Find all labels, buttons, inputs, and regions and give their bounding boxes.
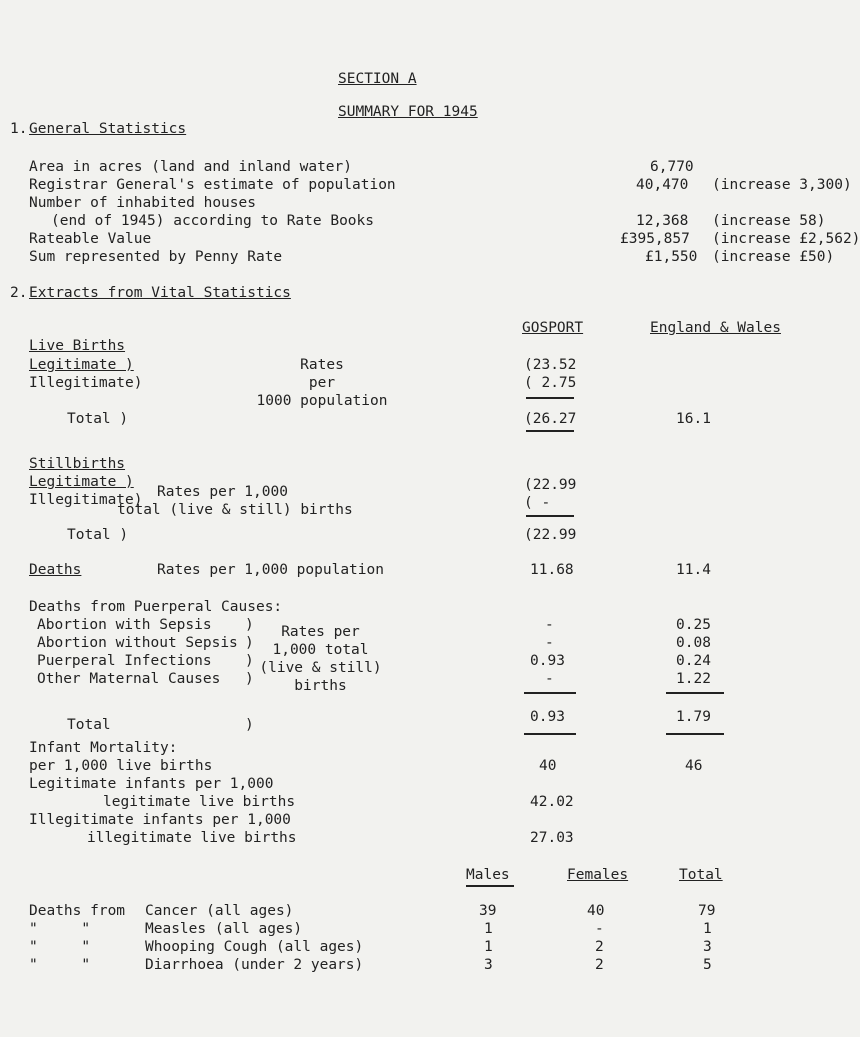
live-births-rule xyxy=(526,397,574,399)
infant-legit-line2: legitimate live births xyxy=(103,794,296,810)
gosport-puerperal-4: - xyxy=(545,671,554,687)
males-column-header: Males xyxy=(466,867,510,883)
infant-illegit-line2: illegitimate live births xyxy=(87,830,297,846)
deaths-row-1-females: 40 xyxy=(587,903,605,919)
deaths-row-1-males: 39 xyxy=(479,903,497,919)
england-infant-rate: 46 xyxy=(685,758,703,774)
infant-mortality-line1: per 1,000 live births xyxy=(29,758,213,774)
gosport-live-legit: (23.52 xyxy=(524,357,577,373)
puerperal-row-4-label: Other Maternal Causes xyxy=(37,671,221,687)
puerperal-bracket-4: ) xyxy=(245,671,254,687)
england-puerperal-1: 0.25 xyxy=(676,617,711,633)
deaths-row-4-total: 5 xyxy=(703,957,712,973)
gosport-puerperal-1: - xyxy=(545,617,554,633)
deaths-row-4-females: 2 xyxy=(595,957,604,973)
population-note: (increase 3,300) xyxy=(712,177,852,193)
area-label: Area in acres (land and inland water) xyxy=(29,159,353,175)
gosport-infant-rate: 40 xyxy=(539,758,557,774)
section-1-number: 1. xyxy=(10,121,28,137)
population-value: 40,470 xyxy=(636,177,689,193)
live-births-heading: Live Births xyxy=(29,338,126,354)
england-deaths-rate: 11.4 xyxy=(676,562,711,578)
gosport-puerperal-total: 0.93 xyxy=(530,709,565,725)
deaths-row-3-females: 2 xyxy=(595,939,604,955)
area-value: 6,770 xyxy=(650,159,694,175)
england-puerperal-total: 1.79 xyxy=(676,709,711,725)
puerperal-bracket-2: ) xyxy=(245,635,254,651)
england-puerperal-3: 0.24 xyxy=(676,653,711,669)
gosport-infant-illegit: 27.03 xyxy=(530,830,574,846)
stillbirths-legit-label: Legitimate ) xyxy=(29,474,134,490)
deaths-row-3-prefix: " " xyxy=(29,939,91,955)
puerperal-rates-line1: Rates per xyxy=(281,624,360,640)
summary-title: SUMMARY FOR 1945 xyxy=(338,104,478,120)
stillbirths-total-label: Total ) xyxy=(67,527,129,543)
gosport-still-illegit: ( - xyxy=(524,495,551,511)
deaths-row-4-prefix: " " xyxy=(29,957,91,973)
puerperal-total-bracket: ) xyxy=(245,717,254,733)
deaths-row-2-total: 1 xyxy=(703,921,712,937)
stillbirths-heading: Stillbirths xyxy=(29,456,126,472)
vital-statistics-heading: Extracts from Vital Statistics xyxy=(29,285,291,301)
live-births-total-label: Total ) xyxy=(67,411,129,427)
total-column-header: Total xyxy=(679,867,723,883)
puerperal-bracket-3: ) xyxy=(245,653,254,669)
gosport-deaths-rate: 11.68 xyxy=(530,562,574,578)
deaths-row-3-cause: Whooping Cough (all ages) xyxy=(145,939,364,955)
deaths-row-4-cause: Diarrhoea (under 2 years) xyxy=(145,957,364,973)
puerperal-bracket-1: ) xyxy=(245,617,254,633)
puerperal-row-2-label: Abortion without Sepsis xyxy=(37,635,238,651)
deaths-row-2-prefix: " " xyxy=(29,921,91,937)
general-statistics-heading: General Statistics xyxy=(29,121,187,137)
stillbirths-illegit-label: Illegitimate) xyxy=(29,492,143,508)
males-header-rule xyxy=(466,885,514,887)
gosport-live-illegit: ( 2.75 xyxy=(524,375,577,391)
gosport-puerperal-3: 0.93 xyxy=(530,653,565,669)
deaths-row-2-females: - xyxy=(595,921,604,937)
deaths-row-3-males: 1 xyxy=(484,939,493,955)
puerperal-gosport-total-rule xyxy=(524,733,576,735)
puerperal-rates-line3: (live & still) xyxy=(259,660,382,676)
stillbirths-rates-line2: total (live & still) births xyxy=(117,502,353,518)
puerperal-rates-line4: births xyxy=(294,678,347,694)
deaths-row-4-males: 3 xyxy=(484,957,493,973)
gosport-still-legit: (22.99 xyxy=(524,477,577,493)
england-wales-column-header: England & Wales xyxy=(650,320,781,336)
gosport-puerperal-2: - xyxy=(545,635,554,651)
gosport-live-total: (26.27 xyxy=(524,411,577,427)
puerperal-heading: Deaths from Puerperal Causes: xyxy=(29,599,283,615)
section-title: SECTION A xyxy=(338,71,417,87)
penny-rate-label: Sum represented by Penny Rate xyxy=(29,249,283,265)
rateable-value: £395,857 xyxy=(620,231,690,247)
rateable-label: Rateable Value xyxy=(29,231,152,247)
puerperal-england-total-rule xyxy=(666,733,724,735)
puerperal-england-rule xyxy=(666,692,724,694)
population-label: Registrar General's estimate of population xyxy=(29,177,396,193)
houses-label: Number of inhabited houses xyxy=(29,195,256,211)
puerperal-row-3-label: Puerperal Infections xyxy=(37,653,212,669)
gosport-column-header: GOSPORT xyxy=(522,320,584,336)
deaths-row-2-cause: Measles (all ages) xyxy=(145,921,303,937)
puerperal-total-label: Total xyxy=(67,717,111,733)
deaths-row-2-males: 1 xyxy=(484,921,493,937)
houses-label-2: (end of 1945) according to Rate Books xyxy=(51,213,375,229)
houses-value: 12,368 xyxy=(636,213,689,229)
live-births-rates-line2: per xyxy=(308,375,336,391)
deaths-label: Deaths xyxy=(29,562,82,578)
stillbirths-rates-line1: Rates per 1,000 xyxy=(157,484,288,500)
live-births-rates-line3: 1000 population xyxy=(256,393,388,409)
females-column-header: Females xyxy=(567,867,629,883)
live-births-total-rule xyxy=(526,430,574,432)
deaths-rates-label: Rates per 1,000 population xyxy=(157,562,384,578)
england-puerperal-4: 1.22 xyxy=(676,671,711,687)
deaths-row-1-cause: Cancer (all ages) xyxy=(145,903,294,919)
section-2-number: 2. xyxy=(10,285,28,301)
deaths-row-3-total: 3 xyxy=(703,939,712,955)
live-births-legit-label: Legitimate ) xyxy=(29,357,134,373)
rateable-note: (increase £2,562) xyxy=(712,231,860,247)
puerperal-rates-line2: 1,000 total xyxy=(272,642,369,658)
infant-mortality-heading: Infant Mortality: xyxy=(29,740,178,756)
deaths-row-1-total: 79 xyxy=(698,903,716,919)
england-puerperal-2: 0.08 xyxy=(676,635,711,651)
live-births-rates-line1: Rates xyxy=(300,357,344,373)
penny-rate-value: £1,550 xyxy=(645,249,698,265)
infant-legit-line1: Legitimate infants per 1,000 xyxy=(29,776,274,792)
puerperal-row-1-label: Abortion with Sepsis xyxy=(37,617,212,633)
puerperal-gosport-rule xyxy=(524,692,576,694)
england-live-total: 16.1 xyxy=(676,411,711,427)
live-births-illegit-label: Illegitimate) xyxy=(29,375,143,391)
infant-illegit-line1: Illegitimate infants per 1,000 xyxy=(29,812,291,828)
houses-note: (increase 58) xyxy=(712,213,826,229)
penny-rate-note: (increase £50) xyxy=(712,249,835,265)
deaths-row-1-prefix: Deaths from xyxy=(29,903,126,919)
gosport-still-total: (22.99 xyxy=(524,527,577,543)
gosport-infant-legit: 42.02 xyxy=(530,794,574,810)
stillbirths-rule xyxy=(526,515,574,517)
